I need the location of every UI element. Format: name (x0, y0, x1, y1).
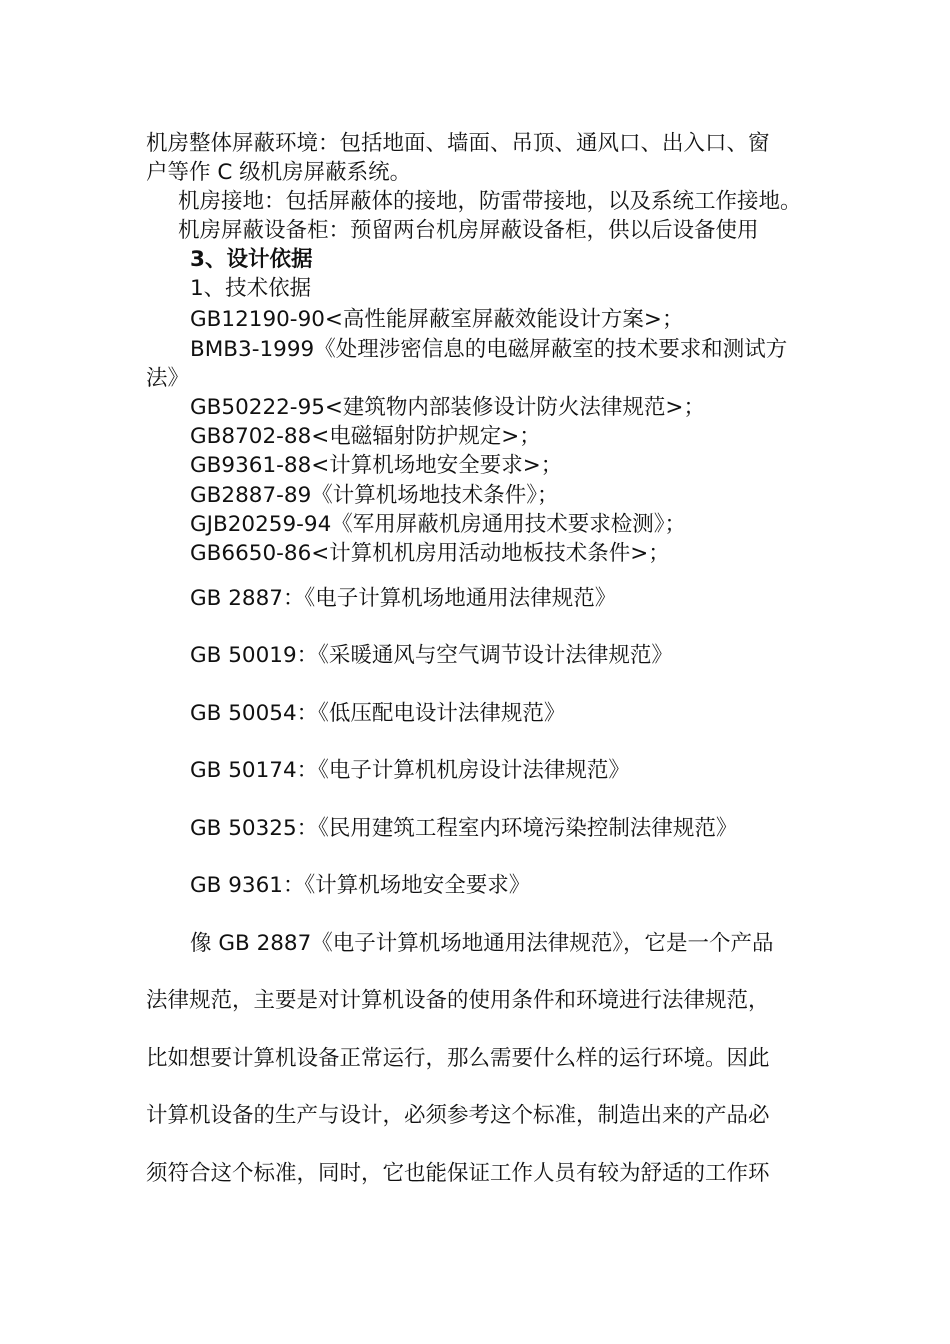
standard-item: GJB20259-94《军用屏蔽机房通用技术要求检测》； (190, 512, 687, 537)
cabinet-paragraph: 机房屏蔽设备柜：预留两台机房屏蔽设备柜，供以后设备使用 (178, 218, 759, 243)
closing-paragraph-line: 像 GB 2887《电子计算机场地通用法律规范》，它是一个产品 (190, 931, 774, 956)
closing-paragraph-line: 比如想要计算机设备正常运行，那么需要什么样的运行环境。因此 (146, 1046, 770, 1071)
standard-item: GB6650-86<计算机机房用活动地板技术条件>； (190, 541, 670, 566)
standard-item: GB50222-95<建筑物内部装修设计防火法律规范>； (190, 395, 705, 420)
env-paragraph-line-1: 机房整体屏蔽环境：包括地面、墙面、吊顶、通风口、出入口、窗 (146, 131, 770, 156)
closing-paragraph-line: 计算机设备的生产与设计，必须参考这个标准，制造出来的产品必 (146, 1103, 770, 1128)
spaced-standard-item: GB 50019：《采暖通风与空气调节设计法律规范》 (190, 643, 673, 668)
spaced-standard-item: GB 2887：《电子计算机场地通用法律规范》 (190, 586, 617, 611)
spaced-standard-item: GB 9361：《计算机场地安全要求》 (190, 873, 531, 898)
closing-paragraph-line: 法律规范，主要是对计算机设备的使用条件和环境进行法律规范， (146, 988, 770, 1013)
section-heading: 3、设计依据 (190, 247, 313, 272)
closing-paragraph-line: 须符合这个标准，同时，它也能保证工作人员有较为舒适的工作环 (146, 1161, 770, 1186)
spaced-standard-item: GB 50054：《低压配电设计法律规范》 (190, 701, 566, 726)
grounding-paragraph: 机房接地：包括屏蔽体的接地，防雷带接地，以及系统工作接地。 (178, 189, 802, 214)
subsection-heading: 1、技术依据 (190, 276, 312, 301)
env-paragraph-line-2: 户等作 C 级机房屏蔽系统。 (146, 160, 412, 185)
standard-item: GB2887-89《计算机场地技术条件》； (190, 483, 559, 508)
standard-item: GB8702-88<电磁辐射防护规定>； (190, 424, 541, 449)
standard-item: GB9361-88<计算机场地安全要求>； (190, 453, 563, 478)
standard-item: BMB3-1999《处理涉密信息的电磁屏蔽室的技术要求和测试方 (190, 337, 788, 362)
spaced-standard-item: GB 50174：《电子计算机机房设计法律规范》 (190, 758, 630, 783)
standard-item: GB12190-90<高性能屏蔽室屏蔽效能设计方案>； (190, 307, 684, 332)
standard-item-continuation: 法》 (146, 366, 190, 391)
spaced-standard-item: GB 50325：《民用建筑工程室内环境污染控制法律规范》 (190, 816, 738, 841)
